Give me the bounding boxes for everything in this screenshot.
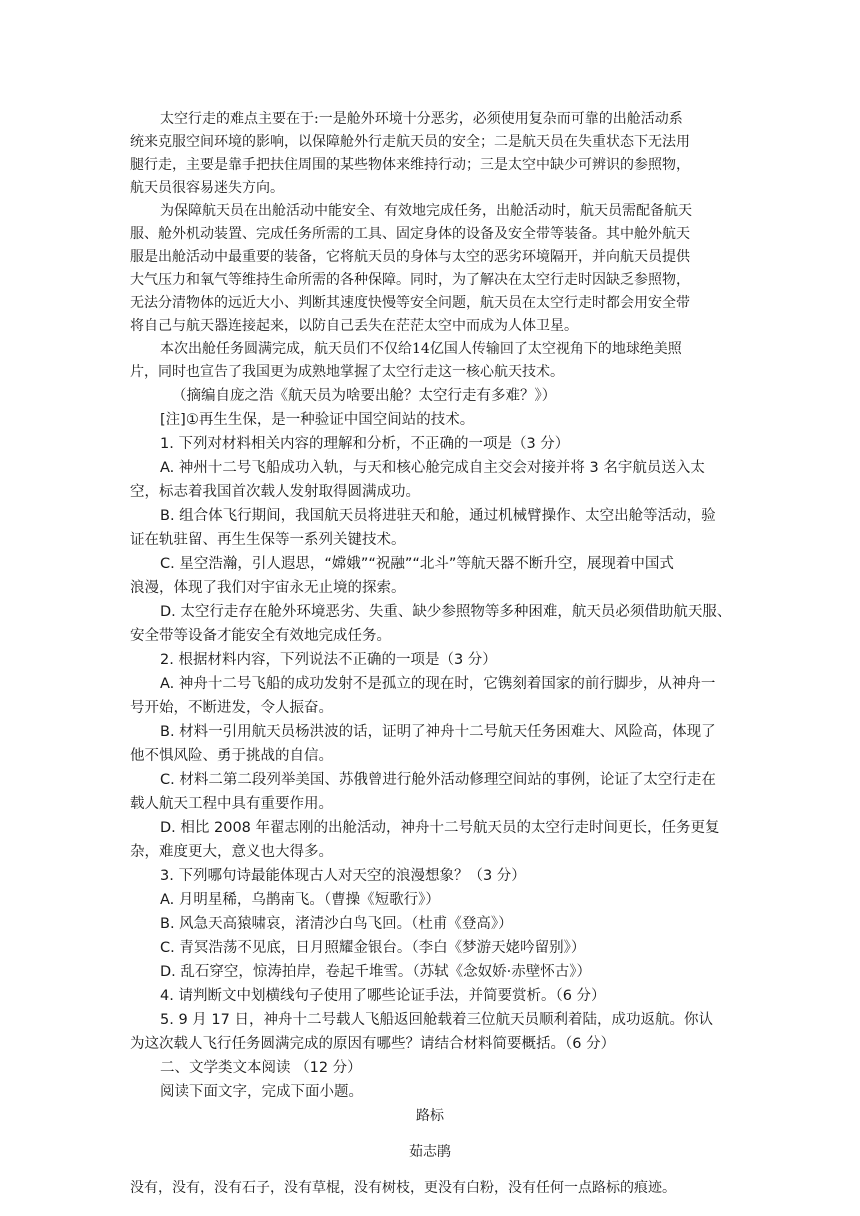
q1-option-c-line2: 浪漫，体现了我们对宇宙永无止境的探索。 [130, 580, 406, 596]
q3-option-a: A. 月明星稀，乌鹊南飞。（曹操《短歌行》） [160, 892, 440, 908]
q2-option-d-line1: D. 相比 2008 年翟志刚的出舱活动，神舟十二号航天员的太空行走时间更长，任务更复 [160, 820, 720, 836]
material-p2-line2: 服、舱外机动装置、完成任务所需的工具、固定身体的设备及安全带等装备。其中舱外航天 [130, 226, 690, 242]
q3-option-b: B. 风急天高猿啸哀，渚清沙白鸟飞回。（杜甫《登高》） [160, 916, 513, 932]
q1-option-c-line1: C. 星空浩瀚，引人遐思，“嫦娥”“祝融”“北斗”等航天器不断升空，展现着中国式 [160, 556, 674, 572]
q2-option-c-line1: C. 材料二第二段列举美国、苏俄曾进行舱外活动修理空间站的事例，论证了太空行走在 [160, 772, 716, 788]
q3-option-c: C. 青冥浩荡不见底，日月照耀金银台。（李白《梦游天姥吟留别》） [160, 940, 586, 956]
section2-instruction: 阅读下面文字，完成下面小题。 [160, 1084, 363, 1100]
q1-option-b-line1: B. 组合体飞行期间，我国航天员将进驻天和舱，通过机械臂操作、太空出舱等活动，验 [160, 508, 716, 524]
q2-option-a-line2: 号开始，不断进发，令人振奋。 [130, 700, 333, 716]
material-p3-line1: 本次出舱任务圆满完成，航天员们不仅给14亿国人传输回了太空视角下的地球绝美照 [160, 341, 682, 357]
q3-stem: 3. 下列哪句诗最能体现古人对天空的浪漫想象？（3 分） [160, 868, 526, 884]
q1-option-a-line2: 空，标志着我国首次载人发射取得圆满成功。 [130, 484, 420, 500]
source-citation: （摘编自庞之浩《航天员为啥要出舱？太空行走有多难？》） [172, 388, 557, 404]
material-p2-line3: 服是出舱活动中最重要的装备，它将航天员的身体与太空的恶劣环境隔开，并向航天员提供 [130, 249, 690, 265]
q2-option-a-line1: A. 神舟十二号飞船的成功发射不是孤立的现在时，它镌刻着国家的前行脚步，从神舟一 [160, 676, 716, 692]
q1-stem: 1. 下列对材料相关内容的理解和分析，不正确的一项是（3 分） [160, 436, 570, 452]
q2-option-b-line1: B. 材料一引用航天员杨洪波的话，证明了神舟十二号航天任务困难大、风险高，体现了 [160, 724, 716, 740]
material-p1-line1: 太空行走的难点主要在于:一是舱外环境十分恶劣，必须使用复杂而可靠的出舱活动系 [160, 111, 683, 127]
material-p3-line2: 片，同时也宣告了我国更为成熟地掌握了太空行走这一核心航天技术。 [130, 364, 564, 380]
material-p2-line6: 将自己与航天器连接起来，以防自己丢失在茫茫太空中而成为人体卫星。 [130, 318, 578, 334]
material-p1-line4: 航天员很容易迷失方向。 [130, 180, 284, 196]
q1-option-a-line1: A. 神州十二号飞船成功入轨，与天和核心舱完成自主交会对接并将 3 名宇航员送入太 [160, 460, 705, 476]
material-p2-line1: 为保障航天员在出舱活动中能安全、有效地完成任务，出舱活动时，航天员需配备航天 [160, 203, 692, 219]
q2-option-c-line2: 载人航天工程中具有重要作用。 [130, 796, 333, 812]
story-p1: 没有，没有，没有石子，没有草棍，没有树枝，更没有白粉，没有任何一点路标的痕迹。 [130, 1180, 676, 1196]
material-p2-line5: 无法分清物体的远近大小、判断其速度快慢等安全问题，航天员在太空行走时都会用安全带 [130, 295, 690, 311]
q2-stem: 2. 根据材料内容，下列说法不正确的一项是（3 分） [160, 652, 497, 668]
q2-option-b-line2: 他不惧风险、勇于挑战的自信。 [130, 748, 333, 764]
footnote: [注]①再生生保，是一种验证中国空间站的技术。 [160, 412, 475, 428]
material-p2-line4: 大气压力和氧气等维持生命所需的各种保障。同时，为了解决在太空行走时因缺乏参照物， [130, 272, 690, 288]
q4-stem: 4. 请判断文中划横线句子使用了哪些论证手法，并简要赏析。（6 分） [160, 988, 606, 1004]
q2-option-d-line2: 杂，难度更大，意义也大得多。 [130, 844, 333, 860]
q3-option-d: D. 乱石穿空，惊涛拍岸，卷起千堆雪。（苏轼《念奴娇·赤壁怀古》） [160, 964, 591, 980]
q1-option-b-line2: 证在轨驻留、再生生保等一系列关键技术。 [130, 532, 406, 548]
material-p1-line3: 腿行走，主要是靠手把扶住周围的某些物体来维持行动；三是太空中缺少可辨识的参照物， [130, 157, 690, 173]
q1-option-d-line2: 安全带等设备才能安全有效地完成任务。 [130, 628, 391, 644]
q5-stem-line2: 为这次载人飞行任务圆满完成的原因有哪些？请结合材料简要概括。（6 分） [130, 1036, 616, 1052]
section2-heading: 二、文学类文本阅读 （12 分） [160, 1060, 362, 1076]
story-title: 路标 [416, 1108, 444, 1124]
q5-stem-line1: 5. 9 月 17 日，神舟十二号载人飞船返回舱载着三位航天员顺利着陆，成功返航。你认 [160, 1012, 713, 1028]
q1-option-d-line1: D. 太空行走存在舱外环境恶劣、失重、缺少参照物等多种困难，航天员必须借助航天服、 [160, 604, 732, 620]
material-p1-line2: 统来克服空间环境的影响，以保障舱外行走航天员的安全；二是航天员在失重状态下无法用 [130, 134, 690, 150]
story-author: 茹志鹃 [409, 1144, 451, 1160]
